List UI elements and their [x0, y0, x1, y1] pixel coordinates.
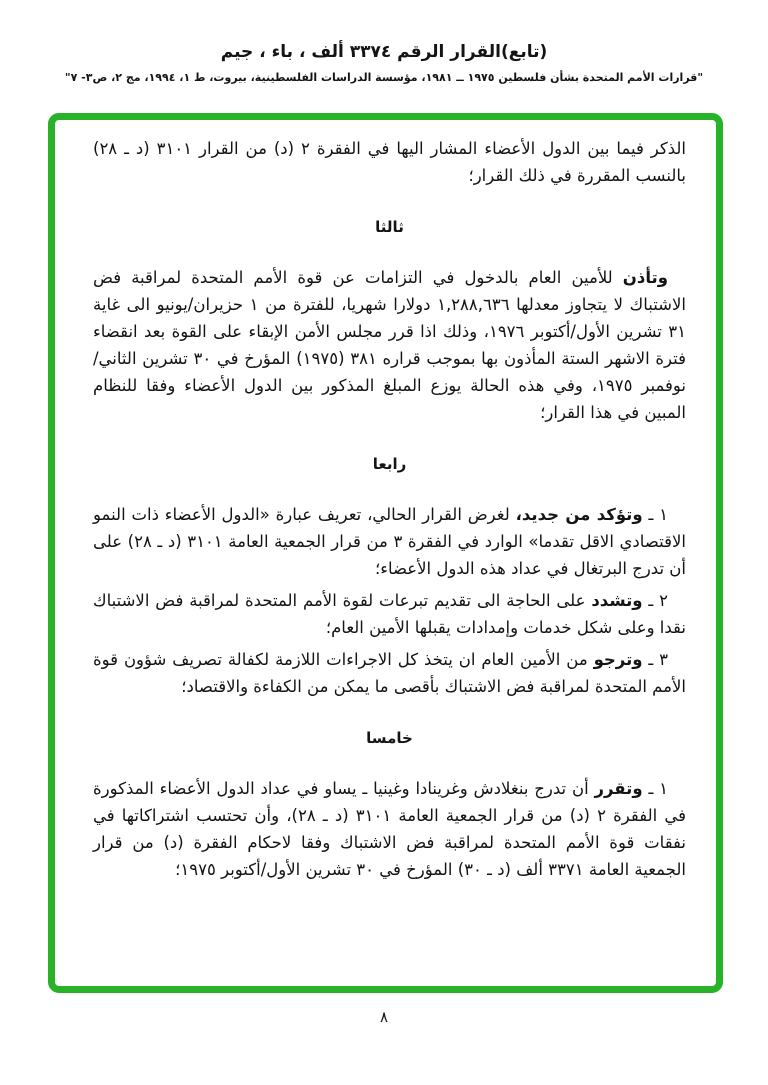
citation-line: "قرارات الأمم المتحدة بشأن فلسطين ١٩٧٥ ــ ١٩٨١، مؤسسة الدراسات الفلسطينية، بيروت، ط ١، ١٩٩٤، مج ٢، ص٣- ٧" [64, 71, 704, 84]
document-body [55, 120, 716, 883]
page-header [0, 0, 768, 84]
paragraph-text: لغرض القرار الحالي، تعريف عبارة «الدول الأعضاء ذات النمو الاقتصادي الاقل تقدما» الوارد في الفقرة ٣ من قرار الجمعية العامة ٣١٠١ (د ـ ٢٨) على أن تدرج البرتغال في عداد هذه الدول الأعضاء؛ [93, 505, 686, 578]
paragraph-request [93, 646, 686, 700]
paragraph-decide [93, 775, 686, 883]
section-heading-fourth: رابعا [372, 455, 407, 473]
item-number: ٢ ـ [642, 591, 668, 610]
item-number: ١ ـ [642, 505, 668, 524]
resolution-title: (تابع)القرار الرقم ٣٣٧٤ ألف ، باء ، جيم [220, 42, 548, 62]
paragraph-text: للأمين العام بالدخول في التزامات عن قوة الأمم المتحدة لمراقبة فض الاشتباك لا يتجاوز معدلها ١,٢٨٨,٦٣٦ دولارا شهريا، للفترة من ١ حزيران/يونيو الى غاية ٣١ تشرين الأول/أكتوبر ١٩٧٦، وذلك اذا قرر مجلس الأمن الإبقاء على القوة بعد انقضاء فترة الاشهر الستة المأذون بها بموجب قراره ٣٨١ (١٩٧٥) المؤرخ في ٣٠ تشرين الثاني/نوفمبر ١٩٧٥، وفي هذه الحالة يوزع المبلغ المذكور بين الدول الأعضاء وفقا للنظام المبين في هذا القرار؛ [93, 268, 687, 422]
bold-lead-word: وتقرر [594, 779, 643, 798]
paragraph-reaffirm [93, 501, 686, 582]
paragraph-text: على الحاجة الى تقديم تبرعات لقوة الأمم المتحدة لمراقبة فض الاشتباك نقدا وعلى شكل خدمات وإمدادات يقبلها الأمين العام؛ [93, 591, 686, 637]
page-footer [0, 1008, 768, 1026]
bold-lead-word: وتؤكد من جديد، [515, 505, 643, 524]
paragraph-text: أن تدرج بنغلادش وغرينادا وغينيا ـ يساو في عداد الدول الأعضاء المذكورة في الفقرة ٢ (د) من قرار الجمعية العامة ٣١٠١ (د ـ ٢٨)، وأن تحتسب اشتراكاتها في نفقات قوة الأمم المتحدة لمراقبة فض الاشتباك وفقا لاحكام الفقرة (د) من قرار الجمعية العامة ٣٣٧١ ألف (د ـ ٣٠) المؤرخ في ٣٠ تشرين الأول/أكتوبر ١٩٧٥؛ [93, 779, 686, 879]
paragraph-stress [93, 587, 686, 641]
item-number: ٣ ـ [642, 650, 668, 669]
section-heading-fifth: خامسا [366, 729, 413, 747]
item-number: ١ ـ [642, 779, 669, 798]
bold-lead-word: وتأذن [622, 268, 668, 287]
section-heading-third: ثالثا [375, 218, 404, 236]
page-number: ٨ [379, 1008, 389, 1026]
bold-lead-word: وتشدد [591, 591, 643, 610]
green-border-frame [48, 113, 723, 993]
paragraph-authorize [93, 264, 686, 426]
paragraph-continuation: الذكر فيما بين الدول الأعضاء المشار اليها في الفقرة ٢ (د) من القرار ٣١٠١ (د ـ ٢٨) بالنسب المقررة في ذلك القرار؛ [93, 139, 687, 185]
bold-lead-word: وترجو [593, 650, 643, 669]
paragraph-text: من الأمين العام ان يتخذ كل الاجراءات اللازمة لكفالة تصريف شؤون قوة الأمم المتحدة لمراقبة فض الاشتباك بأقصى ما يمكن من الكفاءة والاقتصاد؛ [93, 650, 686, 696]
